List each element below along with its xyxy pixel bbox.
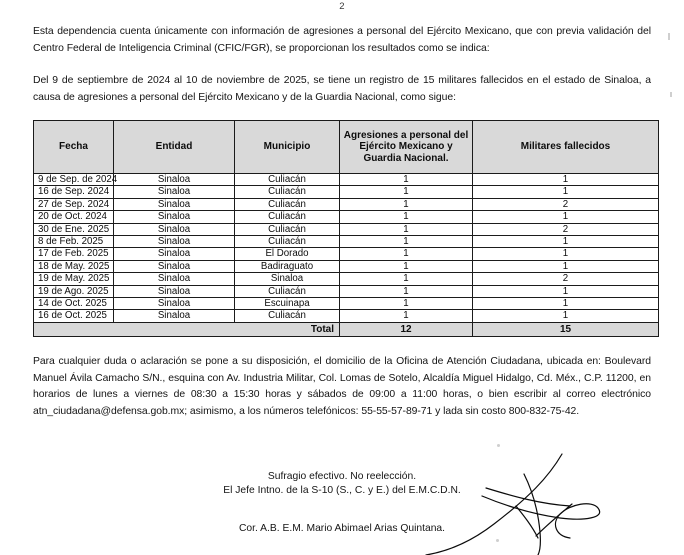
column-header-fecha: Fecha	[34, 121, 114, 174]
cell-agresiones: 1	[340, 310, 473, 322]
cell-fecha: 27 de Sep. 2024	[34, 198, 114, 210]
cell-fecha: 8 de Feb. 2025	[34, 236, 114, 248]
cell-entidad: Sinaloa	[114, 236, 235, 248]
table-row	[34, 186, 659, 198]
cell-entidad: Sinaloa	[114, 186, 235, 198]
closing-block	[0, 470, 684, 498]
cell-municipio: Escuinapa	[235, 298, 340, 310]
cell-entidad: Sinaloa	[114, 223, 235, 235]
cell-entidad: Sinaloa	[114, 273, 235, 285]
table-row	[34, 174, 659, 186]
cell-fecha: 19 de Ago. 2025	[34, 285, 114, 297]
cell-fecha: 9 de Sep. de 2024	[34, 174, 114, 186]
cell-agresiones: 1	[340, 198, 473, 210]
cell-fallecidos: 2	[473, 198, 659, 210]
cell-municipio: El Dorado	[235, 248, 340, 260]
cell-agresiones: 1	[340, 298, 473, 310]
cell-municipio: Culiacán	[235, 186, 340, 198]
column-header-fallecidos: Militares fallecidos	[473, 121, 659, 174]
incidents-table	[33, 120, 659, 337]
cell-fallecidos: 1	[473, 186, 659, 198]
table-row	[34, 211, 659, 223]
cell-fecha: 19 de May. 2025	[34, 273, 114, 285]
cell-fecha: 16 de Oct. 2025	[34, 310, 114, 322]
table-row	[34, 310, 659, 322]
closing-motto: Sufragio efectivo. No reelección.	[267, 471, 417, 482]
signer-name: Cor. A.B. E.M. Mario Abimael Arias Quintana.	[238, 523, 446, 534]
cell-fallecidos: 1	[473, 248, 659, 260]
intro-paragraph: Esta dependencia cuenta únicamente con información de agresiones a personal del Ejército Mexicano, que con previa validación del Centro Federal de Inteligencia Criminal (CFIC/FGR), se proporcionan los resultados como se indica:	[33, 26, 651, 54]
table-row	[34, 273, 659, 285]
cell-municipio: Culiacán	[235, 236, 340, 248]
summary-paragraph: Del 9 de septiembre de 2024 al 10 de noviembre de 2025, se tiene un registro de 15 militares fallecidos en el estado de Sinaloa, a causa de agresiones a personal del Ejército Mexicano y de la Guardia Nacional, como sigue:	[33, 75, 651, 103]
cell-agresiones: 1	[340, 174, 473, 186]
cell-agresiones: 1	[340, 273, 473, 285]
cell-municipio: Culiacán	[235, 174, 340, 186]
cell-fallecidos: 1	[473, 211, 659, 223]
scan-artifact	[497, 444, 500, 447]
cell-entidad: Sinaloa	[114, 198, 235, 210]
cell-agresiones: 1	[340, 186, 473, 198]
cell-fallecidos: 2	[473, 273, 659, 285]
cell-agresiones: 1	[340, 260, 473, 272]
contact-paragraph: Para cualquier duda o aclaración se pone a su disposición, el domicilio de la Oficina de Atención Ciudadana, ubicada en: Boulevard Manuel Ávila Camacho S/N., esquina con Av. Industria Militar, Col. Lomas de Sotelo, Alcaldía Miguel Hidalgo, Cd. Méx., C.P. 11200, en horarios de lunes a viernes de 08:30 a 15:30 horas y sábados de 09:00 a 11:00 horas, o bien escribir al correo electrónico atn_ciudadana@defensa.gob.mx; asimismo, a los números telefónicos: 55-55-57-89-71 y lada sin costo 800-832-75-42.	[33, 356, 651, 417]
cell-fallecidos: 2	[473, 223, 659, 235]
cell-fecha: 30 de Ene. 2025	[34, 223, 114, 235]
cell-entidad: Sinaloa	[114, 298, 235, 310]
column-header-agresiones: Agresiones a personal del Ejército Mexicano y Guardia Nacional.	[340, 121, 473, 174]
table-total-row	[34, 322, 659, 336]
table-row	[34, 260, 659, 272]
scan-artifact	[496, 539, 499, 542]
scan-artifact	[668, 33, 670, 40]
column-header-municipio: Municipio	[235, 121, 340, 174]
cell-fecha: 14 de Oct. 2025	[34, 298, 114, 310]
cell-municipio: Culiacán	[235, 198, 340, 210]
cell-fallecidos: 1	[473, 260, 659, 272]
cell-municipio: Culiacán	[235, 310, 340, 322]
cell-municipio: Sinaloa	[235, 273, 340, 285]
cell-entidad: Sinaloa	[114, 248, 235, 260]
table-body	[34, 174, 659, 323]
cell-municipio: Culiacán	[235, 285, 340, 297]
table-header-row	[34, 121, 659, 174]
cell-municipio: Culiacán	[235, 223, 340, 235]
table-row	[34, 198, 659, 210]
cell-fallecidos: 1	[473, 236, 659, 248]
cell-entidad: Sinaloa	[114, 310, 235, 322]
total-label: Total	[34, 322, 340, 336]
cell-fallecidos: 1	[473, 174, 659, 186]
cell-entidad: Sinaloa	[114, 211, 235, 223]
cell-entidad: Sinaloa	[114, 260, 235, 272]
table-row	[34, 285, 659, 297]
cell-agresiones: 1	[340, 285, 473, 297]
cell-municipio: Culiacán	[235, 211, 340, 223]
table-foot	[34, 322, 659, 336]
cell-agresiones: 1	[340, 211, 473, 223]
cell-agresiones: 1	[340, 223, 473, 235]
table-row	[34, 298, 659, 310]
cell-fecha: 18 de May. 2025	[34, 260, 114, 272]
table-row	[34, 236, 659, 248]
cell-agresiones: 1	[340, 236, 473, 248]
cell-entidad: Sinaloa	[114, 285, 235, 297]
cell-agresiones: 1	[340, 248, 473, 260]
total-agresiones: 12	[340, 322, 473, 336]
table-row	[34, 223, 659, 235]
closing-position: El Jefe Intno. de la S-10 (S., C. y E.) del E.M.C.D.N.	[223, 485, 461, 496]
scan-artifact	[670, 92, 672, 97]
cell-fallecidos: 1	[473, 310, 659, 322]
cell-entidad: Sinaloa	[114, 174, 235, 186]
total-fallecidos: 15	[473, 322, 659, 336]
incidents-table-container	[33, 120, 658, 337]
handwritten-signature-icon	[420, 452, 670, 555]
table-row	[34, 248, 659, 260]
cell-fallecidos: 1	[473, 285, 659, 297]
table-head	[34, 121, 659, 174]
cell-fallecidos: 1	[473, 298, 659, 310]
cell-municipio: Badiraguato	[235, 260, 340, 272]
cell-fecha: 16 de Sep. 2024	[34, 186, 114, 198]
page-number: 2	[339, 1, 345, 12]
cell-fecha: 20 de Oct. 2024	[34, 211, 114, 223]
cell-fecha: 17 de Feb. 2025	[34, 248, 114, 260]
column-header-entidad: Entidad	[114, 121, 235, 174]
